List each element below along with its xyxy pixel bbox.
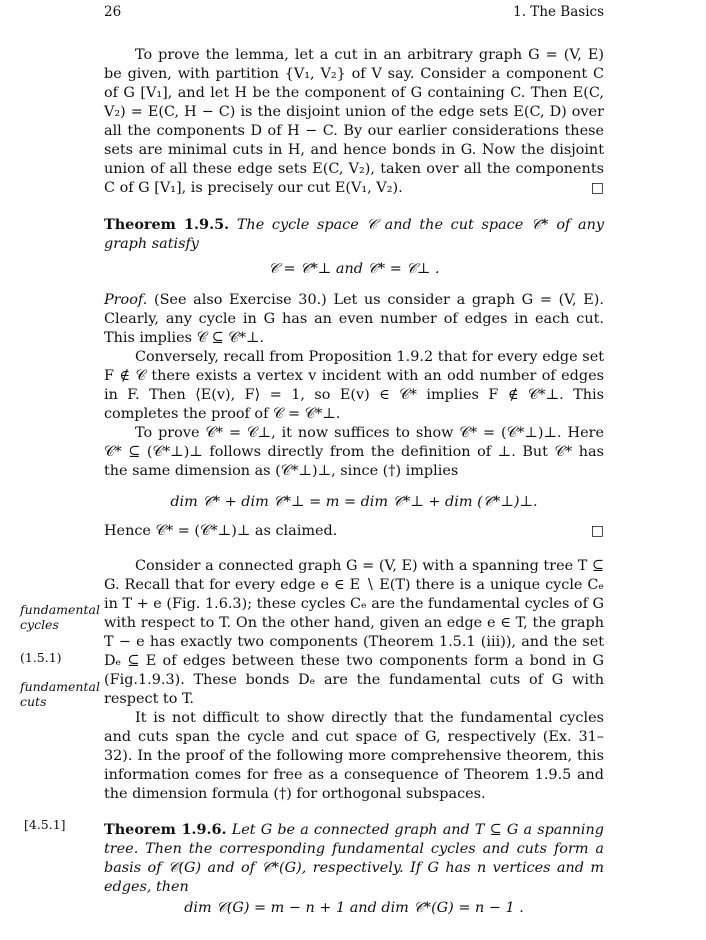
proof-conclusion: Hence 𝒞* = (𝒞*⊥)⊥ as claimed.: [104, 523, 338, 539]
proof-paragraph-1: (See also Exercise 30.) Let us consider a graph G = (V, E). Clearly, any cycle in G has an even number of edges in each cut. This implies 𝒞 ⊆ 𝒞*⊥.: [104, 292, 604, 346]
theorem-statement: The cycle space 𝒞 and the cut space 𝒞* of any graph satisfy: [104, 217, 604, 252]
dimension-formula: dim 𝒞(G) = m − n + 1 and dim 𝒞*(G) = n − 1 .: [184, 900, 524, 916]
lemma-proof-paragraph: [104, 46, 604, 198]
lemma-proof-text: To prove the lemma, let a cut in an arbitrary graph G = (V, E) be given, with partition {V₁, V₂} of V say. Consider a component C of G [V₁], and let H be the component of G containing C. Then E(C, V₂) = E(C, H − C) is the disjoint union of the edge sets E(C, D) over all the components D of H − C. By our earlier considerations these sets are minimal cuts in H, and hence bonds in G. Now the disjoint union of all these edge sets E(C, V₂), taken over all the components C of G [V₁], is precisely our cut E(V₁, V₂).: [104, 47, 604, 196]
dimension-equation: dim 𝒞* + dim 𝒞*⊥ = m = dim 𝒞*⊥ + dim (𝒞*⊥)⊥.: [170, 494, 538, 510]
fundamental-paragraph: Consider a connected graph G = (V, E) with a spanning tree T ⊆ G. Recall that for every edge e ∈ E ∖ E(T) there is a unique cycle Cₑ in T + e (Fig. 1.6.3); these cycles Cₑ are the fundamental cycles of G with respect to T. On the other hand, given an edge e ∈ T, the graph T − e has exactly two components (Theorem 1.5.1 (iii)), and the set Dₑ ⊆ E of edges between these two components form a bond in G (Fig.1.9.3). These bonds Dₑ are the fundamental cuts of G with respect to T.: [104, 558, 604, 707]
qed-symbol: □: [590, 523, 604, 539]
proof-block: [104, 291, 604, 541]
page-header: [104, 4, 604, 24]
running-head: 1. The Basics: [513, 4, 604, 20]
proof-paragraph-2: Conversely, recall from Proposition 1.9.2 that for every edge set F ∉ 𝒞 there exists a vertex v incident with an odd number of edges in F. Then ⟨E(v), F⟩ = 1, so E(v) ∈ 𝒞* implies F ∉ 𝒞*⊥. This completes the proof of 𝒞 = 𝒞*⊥.: [104, 349, 604, 422]
margin-note-fundamental-cycles: fundamental cycles: [20, 602, 100, 632]
span-paragraph: It is not difficult to show directly that the fundamental cycles and cuts span the cycle and cut space of G, respectively (Ex. 31–32). In the proof of the following more comprehensive theorem, this information comes for free as a consequence of Theorem 1.9.5 and the dimension formula (†) for orthogonal subspaces.: [104, 710, 604, 802]
qed-symbol: □: [590, 180, 604, 196]
main-text: [104, 46, 604, 924]
proof-paragraph-3: To prove 𝒞* = 𝒞⊥, it now suffices to show 𝒞* = (𝒞*⊥)⊥. Here 𝒞* ⊆ (𝒞*⊥)⊥ follows directly from the definition of ⊥. But 𝒞* has the same dimension as (𝒞*⊥)⊥, since (†) implies: [104, 425, 604, 479]
margin-note-fundamental-cuts: fundamental cuts: [20, 679, 100, 709]
theorem-1-9-5: [104, 215, 604, 279]
theorem-title: Theorem 1.9.6.: [104, 821, 227, 838]
display-equation: 𝒞 = 𝒞*⊥ and 𝒞* = 𝒞⊥ .: [268, 261, 440, 277]
page-number: 26: [104, 4, 122, 20]
margin-ref-1-5-1: (1.5.1): [20, 650, 62, 665]
theorem-1-9-6: [104, 820, 604, 918]
theorem-statement: Let G be a connected graph and T ⊆ G a spanning tree. Then the corresponding fundamental cycles and cuts form a basis of 𝒞(G) and of 𝒞*(G), respectively. If G has n vertices and m edges, then: [104, 822, 605, 895]
proof-label: Proof.: [104, 292, 148, 308]
fundamental-section: [104, 557, 604, 804]
theorem-title: Theorem 1.9.5.: [104, 216, 230, 233]
margin-ref-4-5-1: [4.5.1]: [24, 817, 66, 832]
